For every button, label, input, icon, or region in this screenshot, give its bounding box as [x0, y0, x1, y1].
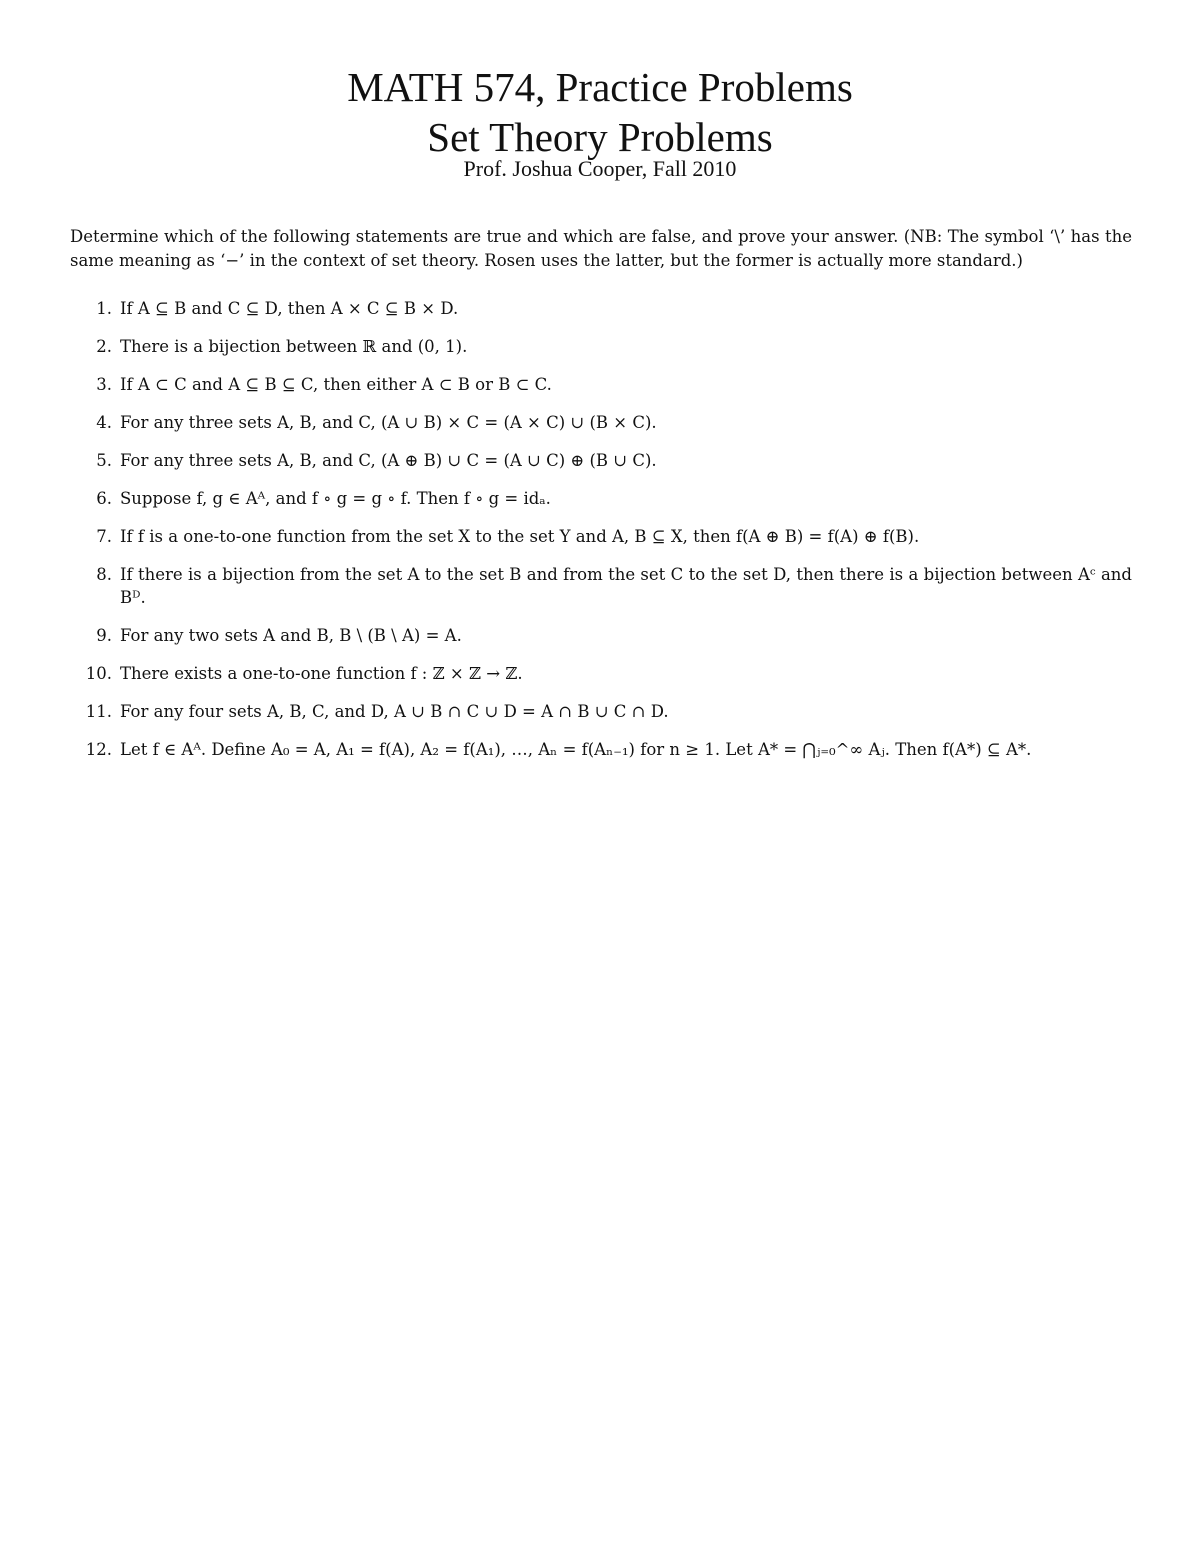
- problem-text: If there is a bijection from the set A to the set B and from the set C to the set D, then there is a bijection between Aᶜ and Bᴰ.: [120, 565, 1132, 607]
- instructions-paragraph: Determine which of the following statements are true and which are false, and prove your answer. (NB: The symbol ‘\’ has the same meaning as ‘−’ in the context of set theory. Rosen uses the latter, but the former is actually more standard.): [70, 226, 1132, 270]
- problem-text: If A ⊂ C and A ⊆ B ⊆ C, then either A ⊂ B or B ⊂ C.: [120, 375, 552, 394]
- problem-text: For any three sets A, B, and C, (A ∪ B) × C = (A × C) ∪ (B × C).: [120, 413, 657, 432]
- problem-number: 11.: [85, 702, 112, 721]
- problem-text: Suppose f, g ∈ Aᴬ, and f ∘ g = g ∘ f. Then f ∘ g = idₐ.: [120, 489, 551, 508]
- problem-number: 5.: [96, 451, 112, 470]
- problem-item: [70, 700, 1132, 723]
- problem-item: [70, 563, 1132, 609]
- problem-text: Let f ∈ Aᴬ. Define A₀ = A, A₁ = f(A), A₂ = f(A₁), …, Aₙ = f(Aₙ₋₁) for n ≥ 1. Let A* = ⋂ⱼ₌₀^∞ Aⱼ. Then f(A*) ⊆ A*.: [120, 740, 1032, 759]
- problem-item: [70, 411, 1132, 434]
- problem-text: If A ⊆ B and C ⊆ D, then A × C ⊆ B × D.: [120, 299, 459, 318]
- problem-item: [70, 525, 1132, 548]
- problem-number: 6.: [96, 489, 112, 508]
- problem-text: There is a bijection between ℝ and (0, 1).: [120, 337, 468, 356]
- document-subtitle: Set Theory Problems: [427, 114, 773, 160]
- problem-number: 7.: [96, 527, 112, 546]
- problem-item: [70, 449, 1132, 472]
- author-line: Prof. Joshua Cooper, Fall 2010: [463, 156, 737, 181]
- problem-text: For any three sets A, B, and C, (A ⊕ B) ∪ C = (A ∪ C) ⊕ (B ∪ C).: [120, 451, 657, 470]
- problem-text: There exists a one-to-one function f : ℤ × ℤ → ℤ.: [120, 664, 523, 683]
- problem-text: If f is a one-to-one function from the set X to the set Y and A, B ⊆ X, then f(A ⊕ B) = f(A) ⊕ f(B).: [120, 527, 920, 546]
- problem-number: 1.: [96, 299, 112, 318]
- problem-item: [70, 624, 1132, 647]
- problem-item: [70, 487, 1132, 510]
- problem-item: [70, 373, 1132, 396]
- problem-text: For any four sets A, B, C, and D, A ∪ B ∩ C ∪ D = A ∩ B ∪ C ∩ D.: [120, 702, 669, 721]
- problem-number: 8.: [96, 565, 112, 584]
- document-title: MATH 574, Practice Problems: [347, 64, 853, 110]
- problem-number: 10.: [85, 664, 112, 683]
- problem-item: [70, 662, 1132, 685]
- problem-number: 4.: [96, 413, 112, 432]
- problem-number: 3.: [96, 375, 112, 394]
- problem-number: 12.: [85, 740, 112, 759]
- problem-list: [70, 297, 1132, 776]
- problem-item: [70, 335, 1132, 358]
- problem-number: 2.: [96, 337, 112, 356]
- problem-number: 9.: [96, 626, 112, 645]
- problem-text: For any two sets A and B, B \ (B \ A) = A.: [120, 626, 462, 645]
- problem-item: [70, 297, 1132, 320]
- problem-item: [70, 738, 1132, 761]
